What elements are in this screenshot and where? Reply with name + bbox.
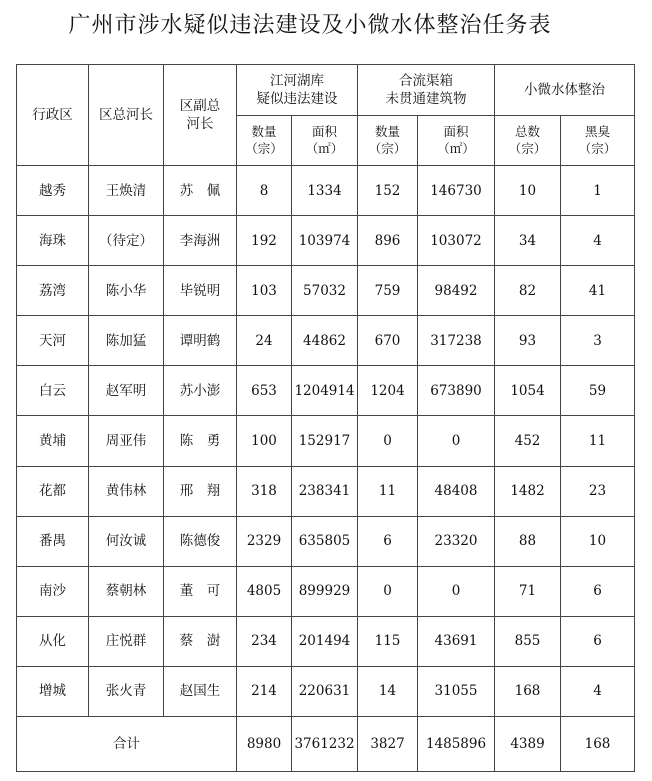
cell-count-1: 192 bbox=[237, 216, 292, 266]
cell-count-2: 11 bbox=[358, 466, 418, 516]
table-row bbox=[17, 566, 635, 616]
cell-district: 从化 bbox=[17, 616, 89, 666]
table-row bbox=[17, 416, 635, 466]
cell-count-2: 14 bbox=[358, 666, 418, 716]
cell-count-1: 24 bbox=[237, 316, 292, 366]
cell-deputy: 陈 勇 bbox=[164, 416, 237, 466]
cell-count-1: 214 bbox=[237, 666, 292, 716]
cell-chief: 赵军明 bbox=[89, 366, 164, 416]
cell-count-2: 1204 bbox=[358, 366, 418, 416]
cell-small-water-count: 168 bbox=[495, 666, 561, 716]
cell-area-2: 673890 bbox=[418, 366, 495, 416]
table-row bbox=[17, 666, 635, 716]
cell-small-water-count: 93 bbox=[495, 316, 561, 366]
cell-count-1: 318 bbox=[237, 466, 292, 516]
header-area-1: 面积 （㎡） bbox=[292, 116, 358, 166]
cell-area-2: 146730 bbox=[418, 166, 495, 216]
cell-district: 越秀 bbox=[17, 166, 89, 216]
cell-chief: 张火青 bbox=[89, 666, 164, 716]
cell-black-odor: 3 bbox=[561, 316, 635, 366]
table-row bbox=[17, 516, 635, 566]
cell-count-2: 115 bbox=[358, 616, 418, 666]
table-row bbox=[17, 266, 635, 316]
cell-count-1: 4805 bbox=[237, 566, 292, 616]
cell-deputy: 苏小澎 bbox=[164, 366, 237, 416]
cell-chief: 何汝诚 bbox=[89, 516, 164, 566]
cell-deputy: 董 可 bbox=[164, 566, 237, 616]
cell-count-2: 759 bbox=[358, 266, 418, 316]
header-row-1 bbox=[17, 65, 635, 116]
cell-black-odor: 6 bbox=[561, 566, 635, 616]
table-row bbox=[17, 616, 635, 666]
cell-area-1: 57032 bbox=[292, 266, 358, 316]
cell-deputy: 邢 翔 bbox=[164, 466, 237, 516]
cell-district: 增城 bbox=[17, 666, 89, 716]
table-row bbox=[17, 466, 635, 516]
cell-area-1: 44862 bbox=[292, 316, 358, 366]
total-area-2: 1485896 bbox=[418, 716, 495, 771]
table-row bbox=[17, 316, 635, 366]
cell-area-1: 152917 bbox=[292, 416, 358, 466]
task-table bbox=[16, 64, 635, 772]
cell-area-2: 43691 bbox=[418, 616, 495, 666]
cell-small-water-count: 10 bbox=[495, 166, 561, 216]
cell-area-2: 103072 bbox=[418, 216, 495, 266]
cell-deputy: 陈德俊 bbox=[164, 516, 237, 566]
header-group-small-water: 小微水体整治 bbox=[495, 65, 635, 116]
cell-area-1: 1204914 bbox=[292, 366, 358, 416]
cell-district: 荔湾 bbox=[17, 266, 89, 316]
cell-deputy: 苏 佩 bbox=[164, 166, 237, 216]
cell-area-2: 48408 bbox=[418, 466, 495, 516]
header-deputy: 区副总 河长 bbox=[164, 65, 237, 166]
cell-district: 白云 bbox=[17, 366, 89, 416]
cell-count-1: 100 bbox=[237, 416, 292, 466]
cell-deputy: 谭明鹤 bbox=[164, 316, 237, 366]
cell-area-2: 0 bbox=[418, 416, 495, 466]
cell-small-water-count: 1054 bbox=[495, 366, 561, 416]
cell-district: 海珠 bbox=[17, 216, 89, 266]
cell-chief: 蔡朝林 bbox=[89, 566, 164, 616]
header-group-culvert-buildings: 合流渠箱 未贯通建筑物 bbox=[358, 65, 495, 116]
total-area-1: 3761232 bbox=[292, 716, 358, 771]
cell-black-odor: 11 bbox=[561, 416, 635, 466]
cell-area-1: 899929 bbox=[292, 566, 358, 616]
cell-count-1: 103 bbox=[237, 266, 292, 316]
total-row bbox=[17, 716, 635, 771]
cell-count-2: 0 bbox=[358, 416, 418, 466]
cell-small-water-count: 1482 bbox=[495, 466, 561, 516]
cell-count-2: 896 bbox=[358, 216, 418, 266]
cell-district: 南沙 bbox=[17, 566, 89, 616]
cell-small-water-count: 452 bbox=[495, 416, 561, 466]
total-label: 合计 bbox=[17, 716, 237, 771]
cell-chief: 庄悦群 bbox=[89, 616, 164, 666]
cell-area-2: 98492 bbox=[418, 266, 495, 316]
table-row bbox=[17, 166, 635, 216]
cell-count-2: 152 bbox=[358, 166, 418, 216]
cell-black-odor: 23 bbox=[561, 466, 635, 516]
header-group-illegal-construction: 江河湖库 疑似违法建设 bbox=[237, 65, 358, 116]
cell-district: 黄埔 bbox=[17, 416, 89, 466]
cell-count-1: 653 bbox=[237, 366, 292, 416]
cell-small-water-count: 82 bbox=[495, 266, 561, 316]
cell-count-1: 234 bbox=[237, 616, 292, 666]
total-black-odor: 168 bbox=[561, 716, 635, 771]
page-title: 广州市涉水疑似违法建设及小微水体整治任务表 bbox=[68, 13, 552, 38]
cell-small-water-count: 88 bbox=[495, 516, 561, 566]
cell-area-1: 201494 bbox=[292, 616, 358, 666]
total-count-1: 8980 bbox=[237, 716, 292, 771]
cell-black-odor: 41 bbox=[561, 266, 635, 316]
cell-black-odor: 4 bbox=[561, 666, 635, 716]
cell-black-odor: 6 bbox=[561, 616, 635, 666]
cell-count-2: 6 bbox=[358, 516, 418, 566]
header-district: 行政区 bbox=[17, 65, 89, 166]
cell-small-water-count: 34 bbox=[495, 216, 561, 266]
total-small-water-count: 4389 bbox=[495, 716, 561, 771]
cell-small-water-count: 855 bbox=[495, 616, 561, 666]
cell-chief: 陈加猛 bbox=[89, 316, 164, 366]
cell-black-odor: 59 bbox=[561, 366, 635, 416]
cell-area-1: 238341 bbox=[292, 466, 358, 516]
cell-area-1: 103974 bbox=[292, 216, 358, 266]
cell-district: 花都 bbox=[17, 466, 89, 516]
cell-small-water-count: 71 bbox=[495, 566, 561, 616]
cell-district: 天河 bbox=[17, 316, 89, 366]
header-count-1: 数量 （宗） bbox=[237, 116, 292, 166]
total-count-2: 3827 bbox=[358, 716, 418, 771]
table-row bbox=[17, 366, 635, 416]
table-row bbox=[17, 216, 635, 266]
header-total-count: 总数 （宗） bbox=[495, 116, 561, 166]
header-black-odor: 黑臭 （宗） bbox=[561, 116, 635, 166]
cell-deputy: 蔡 澍 bbox=[164, 616, 237, 666]
cell-count-2: 670 bbox=[358, 316, 418, 366]
cell-area-1: 220631 bbox=[292, 666, 358, 716]
header-count-2: 数量 （宗） bbox=[358, 116, 418, 166]
cell-black-odor: 1 bbox=[561, 166, 635, 216]
cell-chief: 黄伟林 bbox=[89, 466, 164, 516]
cell-area-1: 1334 bbox=[292, 166, 358, 216]
cell-area-1: 635805 bbox=[292, 516, 358, 566]
cell-chief: 周亚伟 bbox=[89, 416, 164, 466]
cell-deputy: 李海洲 bbox=[164, 216, 237, 266]
cell-area-2: 317238 bbox=[418, 316, 495, 366]
cell-area-2: 0 bbox=[418, 566, 495, 616]
cell-count-1: 2329 bbox=[237, 516, 292, 566]
cell-district: 番禺 bbox=[17, 516, 89, 566]
header-area-2: 面积 （㎡） bbox=[418, 116, 495, 166]
cell-deputy: 毕锐明 bbox=[164, 266, 237, 316]
cell-black-odor: 10 bbox=[561, 516, 635, 566]
cell-chief: 陈小华 bbox=[89, 266, 164, 316]
cell-chief: 王焕清 bbox=[89, 166, 164, 216]
cell-black-odor: 4 bbox=[561, 216, 635, 266]
cell-area-2: 23320 bbox=[418, 516, 495, 566]
header-chief: 区总河长 bbox=[89, 65, 164, 166]
cell-count-1: 8 bbox=[237, 166, 292, 216]
cell-area-2: 31055 bbox=[418, 666, 495, 716]
cell-count-2: 0 bbox=[358, 566, 418, 616]
cell-chief: （待定） bbox=[89, 216, 164, 266]
cell-deputy: 赵国生 bbox=[164, 666, 237, 716]
